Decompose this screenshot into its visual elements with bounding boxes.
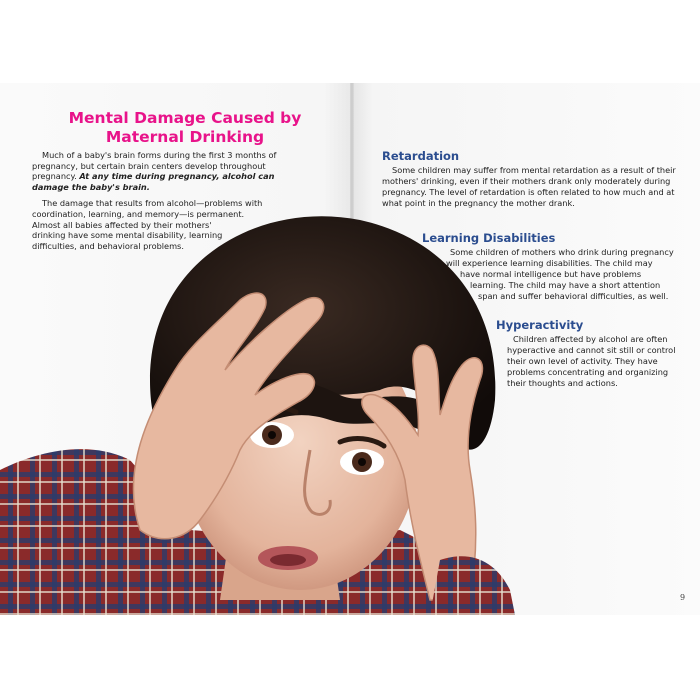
paragraph-1-text: Much of a baby's brain forms during the first 3 months of pregnancy, but certain brain centers develop throughout pregnancy. bbox=[32, 150, 277, 182]
para2-line-2: coordination, learning, and memory—is permanent. bbox=[32, 208, 245, 219]
paragraph-1-emphasis: At any time during pregnancy, alcohol can damage the baby's brain. bbox=[32, 171, 275, 192]
paragraph-1 bbox=[32, 150, 302, 192]
para2-line-5: difficulties, and behavioral problems. bbox=[32, 240, 184, 251]
page-title bbox=[40, 109, 330, 147]
retardation-line-2: mothers' drinking, even if their mothers drank only moderately during bbox=[382, 176, 671, 186]
hyper-line-1: Children affected by alcohol are often bbox=[513, 334, 668, 344]
title-line-1: Mental Damage Caused by bbox=[68, 109, 302, 127]
hyper-line-3: their own level of activity. They have bbox=[507, 356, 658, 366]
boy-photo bbox=[0, 200, 520, 615]
hyper-line-5: their thoughts and actions. bbox=[507, 378, 618, 388]
learning-line-4: learning. The child may have a short attention bbox=[470, 280, 661, 290]
retardation-line-1: Some children may suffer from mental retardation as a result of their bbox=[392, 165, 676, 175]
para2-line-4: drinking have some mental disability, learning bbox=[32, 230, 223, 241]
learning-line-3: have normal intelligence but have problems bbox=[460, 269, 642, 279]
hyper-line-4: problems concentrating and organizing bbox=[507, 367, 669, 377]
hyperactivity-text bbox=[507, 334, 687, 389]
heading-learning-disabilities: Learning Disabilities bbox=[422, 231, 556, 245]
learning-line-1: Some children of mothers who drink during pregnancy bbox=[450, 247, 674, 257]
heading-retardation: Retardation bbox=[382, 149, 460, 163]
page-number-right: 9 bbox=[680, 593, 686, 602]
para2-line-3: Almost all babies affected by their mothers' bbox=[32, 219, 212, 230]
para2-line-1: The damage that results from alcohol—problems with bbox=[42, 198, 263, 209]
learning-line-5: span and suffer behavioral difficulties, as well. bbox=[478, 291, 669, 301]
hyper-line-2: hyperactive and cannot sit still or control bbox=[507, 345, 676, 355]
title-line-2: Maternal Drinking bbox=[105, 128, 265, 146]
learning-line-2: will experience learning disabilities. The child may bbox=[446, 258, 653, 268]
retardation-line-3: pregnancy. The level of retardation is often related to how much and at bbox=[382, 187, 675, 197]
heading-hyperactivity: Hyperactivity bbox=[496, 318, 584, 332]
retardation-line-4: what point in the pregnancy the mother drank. bbox=[382, 198, 575, 208]
